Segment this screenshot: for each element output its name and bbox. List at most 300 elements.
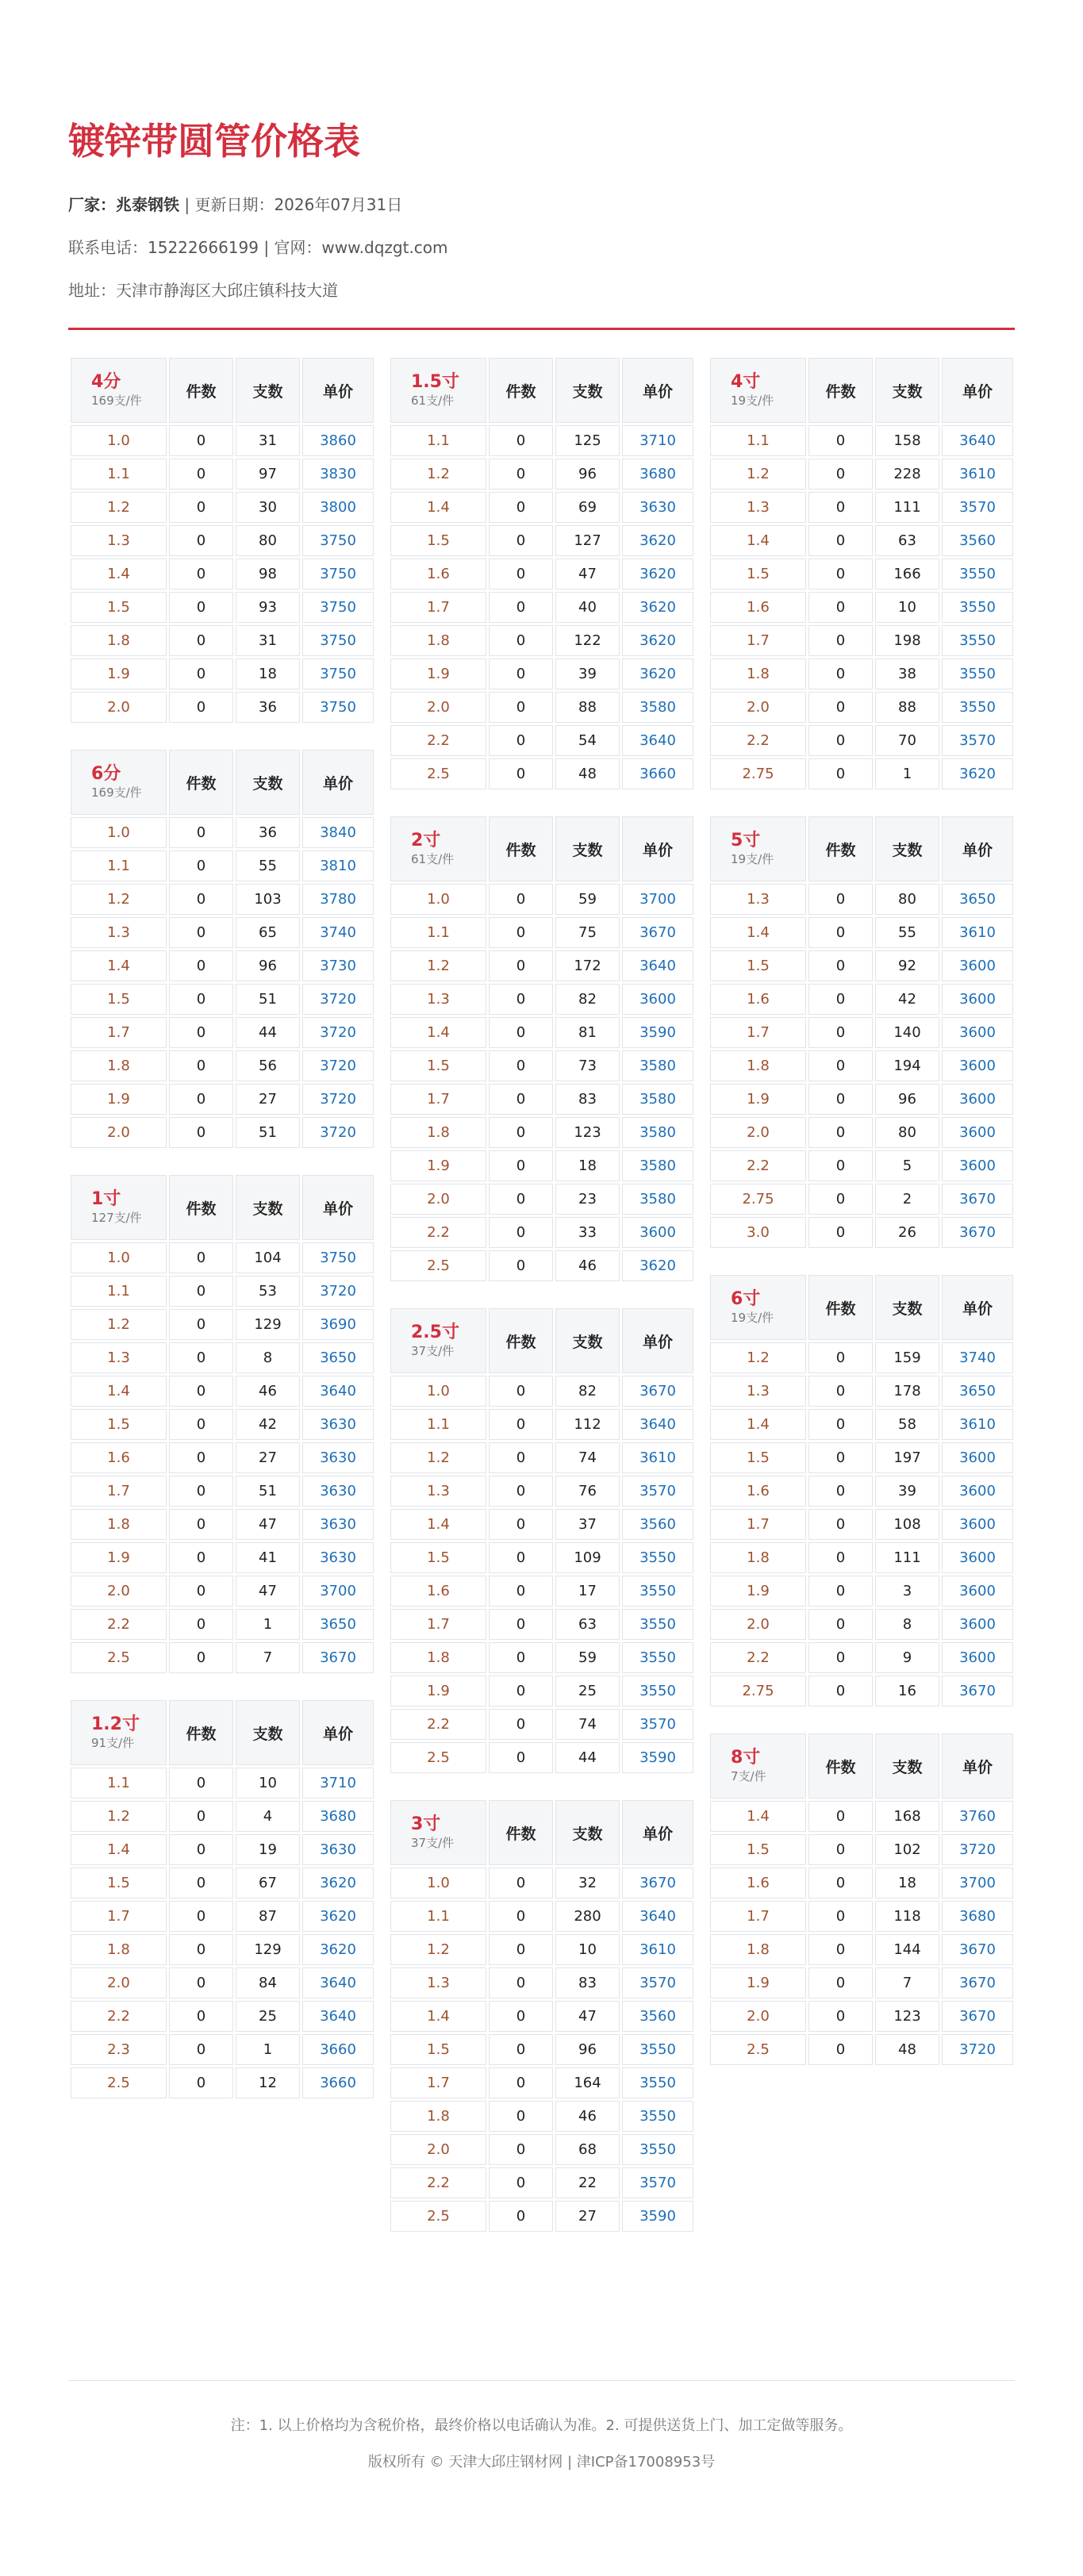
price-cell: 3720 xyxy=(301,1116,375,1150)
pieces-cell: 123 xyxy=(874,2000,941,2033)
table-row xyxy=(390,1675,695,1708)
thickness-cell: 1.9 xyxy=(390,1150,488,1183)
thickness-cell: 2.75 xyxy=(709,1183,808,1216)
table-row xyxy=(70,1083,375,1116)
pieces-cell: 159 xyxy=(874,1342,941,1375)
price-table xyxy=(388,355,696,792)
thickness-cell: 1.8 xyxy=(70,1508,168,1541)
table-row xyxy=(390,558,695,591)
pieces-cell: 47 xyxy=(235,1575,301,1608)
price-cell: 3600 xyxy=(941,950,1015,983)
count-cell: 0 xyxy=(808,624,874,658)
count-cell: 0 xyxy=(808,524,874,558)
count-cell: 0 xyxy=(808,458,874,491)
thickness-cell: 1.4 xyxy=(70,950,168,983)
thickness-cell: 1.8 xyxy=(70,624,168,658)
pieces-cell: 118 xyxy=(874,1900,941,1933)
price-cell: 3640 xyxy=(621,724,695,758)
price-cell: 3550 xyxy=(621,2033,695,2067)
pieces-cell: 39 xyxy=(874,1475,941,1508)
table-row xyxy=(390,2033,695,2067)
count-cell: 0 xyxy=(808,2000,874,2033)
pieces-cell: 1 xyxy=(235,2033,301,2067)
count-header: 件数 xyxy=(808,816,874,883)
pieces-header: 支数 xyxy=(555,816,621,883)
thickness-cell: 2.2 xyxy=(390,1708,488,1741)
pieces-cell: 51 xyxy=(235,983,301,1016)
pieces-cell: 25 xyxy=(235,2000,301,2033)
count-header: 件数 xyxy=(808,357,874,424)
pieces-cell: 96 xyxy=(874,1083,941,1116)
pieces-cell: 31 xyxy=(235,424,301,458)
thickness-cell: 1.7 xyxy=(709,1016,808,1050)
count-cell: 0 xyxy=(488,1641,555,1675)
table-row xyxy=(390,1250,695,1283)
price-cell: 3580 xyxy=(621,1083,695,1116)
table-row xyxy=(70,1442,375,1475)
price-cell: 3600 xyxy=(941,1150,1015,1183)
table-row xyxy=(709,1375,1015,1408)
price-cell: 3630 xyxy=(301,1442,375,1475)
price-cell: 3700 xyxy=(301,1575,375,1608)
price-cell: 3670 xyxy=(941,1216,1015,1250)
pieces-cell: 30 xyxy=(235,491,301,524)
price-cell: 3670 xyxy=(301,1641,375,1675)
count-cell: 0 xyxy=(808,658,874,691)
pieces-cell: 17 xyxy=(555,1575,621,1608)
table-row xyxy=(70,2067,375,2100)
price-cell: 3640 xyxy=(301,1375,375,1408)
thickness-cell: 1.2 xyxy=(390,1442,488,1475)
count-cell: 0 xyxy=(808,1900,874,1933)
price-cell: 3740 xyxy=(301,916,375,950)
thickness-cell: 2.5 xyxy=(390,2200,488,2233)
price-cell: 3670 xyxy=(621,916,695,950)
price-cell: 3670 xyxy=(941,1183,1015,1216)
thickness-cell: 1.4 xyxy=(70,1375,168,1408)
table-row xyxy=(70,1375,375,1408)
price-cell: 3760 xyxy=(941,1800,1015,1833)
thickness-cell: 1.5 xyxy=(390,2033,488,2067)
pieces-cell: 36 xyxy=(235,816,301,850)
thickness-cell: 1.8 xyxy=(70,1050,168,1083)
thickness-cell: 2.5 xyxy=(70,1641,168,1675)
table-row xyxy=(70,2000,375,2033)
pieces-cell: 92 xyxy=(874,950,941,983)
table-row xyxy=(70,1575,375,1608)
table-row xyxy=(70,1408,375,1442)
table-row xyxy=(390,1575,695,1608)
price-header: 单价 xyxy=(621,816,695,883)
price-cell: 3670 xyxy=(621,1375,695,1408)
table-header-row xyxy=(390,1799,695,1867)
table-row xyxy=(390,424,695,458)
price-cell: 3860 xyxy=(301,424,375,458)
pieces-cell: 75 xyxy=(555,916,621,950)
pieces-cell: 39 xyxy=(555,658,621,691)
thickness-cell: 1.2 xyxy=(709,458,808,491)
count-cell: 0 xyxy=(168,2067,235,2100)
count-cell: 0 xyxy=(168,1800,235,1833)
pieces-cell: 55 xyxy=(874,916,941,950)
count-cell: 0 xyxy=(488,1442,555,1475)
pieces-cell: 69 xyxy=(555,491,621,524)
table-row xyxy=(709,491,1015,524)
pieces-header: 支数 xyxy=(874,1733,941,1800)
count-cell: 0 xyxy=(168,1867,235,1900)
count-cell: 0 xyxy=(488,724,555,758)
manufacturer-label: 厂家： xyxy=(68,195,116,214)
price-cell: 3610 xyxy=(941,1408,1015,1442)
price-cell: 3620 xyxy=(301,1867,375,1900)
count-cell: 0 xyxy=(808,983,874,1016)
size-label xyxy=(70,1699,168,1767)
pieces-cell: 59 xyxy=(555,1641,621,1675)
thickness-cell: 1.4 xyxy=(709,916,808,950)
price-cell: 3710 xyxy=(621,424,695,458)
table-row xyxy=(390,1216,695,1250)
table-row xyxy=(390,1050,695,1083)
price-cell: 3650 xyxy=(301,1608,375,1641)
thickness-cell: 1.3 xyxy=(70,1342,168,1375)
count-cell: 0 xyxy=(488,983,555,1016)
pieces-cell: 44 xyxy=(555,1741,621,1775)
table-row xyxy=(390,1016,695,1050)
size-label xyxy=(390,816,488,883)
pieces-cell: 198 xyxy=(874,624,941,658)
price-cell: 3550 xyxy=(941,558,1015,591)
table-row xyxy=(709,1575,1015,1608)
table-row xyxy=(70,424,375,458)
table-row xyxy=(70,1275,375,1308)
count-cell: 0 xyxy=(488,1116,555,1150)
table-row xyxy=(709,916,1015,950)
count-cell: 0 xyxy=(488,591,555,624)
count-cell: 0 xyxy=(488,458,555,491)
table-row xyxy=(70,1900,375,1933)
pieces-header: 支数 xyxy=(235,749,301,816)
pieces-cell: 25 xyxy=(555,1675,621,1708)
table-header-row xyxy=(709,816,1015,883)
price-cell: 3600 xyxy=(941,1050,1015,1083)
price-cell: 3640 xyxy=(301,1967,375,2000)
pieces-cell: 63 xyxy=(555,1608,621,1641)
table-header-row xyxy=(390,357,695,424)
count-cell: 0 xyxy=(488,1508,555,1541)
thickness-cell: 1.3 xyxy=(709,491,808,524)
price-cell: 3600 xyxy=(941,1541,1015,1575)
price-header: 单价 xyxy=(301,749,375,816)
table-row xyxy=(390,1641,695,1675)
price-cell: 3550 xyxy=(621,2100,695,2133)
table-row xyxy=(709,1967,1015,2000)
pieces-cell: 84 xyxy=(235,1967,301,2000)
size-label xyxy=(709,1733,808,1800)
price-cell: 3720 xyxy=(301,1016,375,1050)
table-row xyxy=(709,950,1015,983)
thickness-cell: 1.5 xyxy=(709,1833,808,1867)
price-cell: 3570 xyxy=(621,1475,695,1508)
pieces-per-bundle: 37支/件 xyxy=(411,1836,455,1850)
pieces-cell: 56 xyxy=(235,1050,301,1083)
thickness-cell: 2.5 xyxy=(709,2033,808,2067)
count-cell: 0 xyxy=(808,1183,874,1216)
thickness-cell: 2.0 xyxy=(709,691,808,724)
price-cell: 3750 xyxy=(301,658,375,691)
count-cell: 0 xyxy=(168,624,235,658)
thickness-cell: 2.2 xyxy=(70,2000,168,2033)
count-cell: 0 xyxy=(808,491,874,524)
thickness-cell: 1.4 xyxy=(709,524,808,558)
table-row xyxy=(390,1116,695,1150)
size-name: 1寸 xyxy=(91,1189,121,1209)
table-row xyxy=(390,724,695,758)
table-row xyxy=(70,1833,375,1867)
table-row xyxy=(390,658,695,691)
price-cell: 3630 xyxy=(301,1508,375,1541)
count-cell: 0 xyxy=(168,1608,235,1641)
price-cell: 3710 xyxy=(301,1767,375,1800)
pieces-cell: 42 xyxy=(874,983,941,1016)
pieces-header: 支数 xyxy=(235,1699,301,1767)
thickness-cell: 2.5 xyxy=(390,758,488,791)
price-cell: 3650 xyxy=(941,883,1015,916)
price-cell: 3580 xyxy=(621,1150,695,1183)
count-cell: 0 xyxy=(488,1608,555,1641)
count-cell: 0 xyxy=(488,1216,555,1250)
size-label xyxy=(709,1274,808,1342)
price-cell: 3630 xyxy=(301,1408,375,1442)
count-cell: 0 xyxy=(488,1016,555,1050)
price-cell: 3620 xyxy=(621,624,695,658)
table-row xyxy=(70,1867,375,1900)
price-table xyxy=(708,355,1016,792)
table-header-row xyxy=(390,816,695,883)
pieces-cell: 4 xyxy=(235,1800,301,1833)
price-cell: 3600 xyxy=(941,983,1015,1016)
thickness-cell: 1.5 xyxy=(70,983,168,1016)
price-cell: 3630 xyxy=(301,1541,375,1575)
thickness-cell: 1.3 xyxy=(390,983,488,1016)
count-cell: 0 xyxy=(808,1933,874,1967)
price-cell: 3570 xyxy=(941,491,1015,524)
pieces-cell: 122 xyxy=(555,624,621,658)
count-header: 件数 xyxy=(168,357,235,424)
count-cell: 0 xyxy=(168,1967,235,2000)
count-cell: 0 xyxy=(808,1867,874,1900)
price-table xyxy=(68,1698,376,2101)
price-cell: 3610 xyxy=(941,916,1015,950)
size-label xyxy=(70,749,168,816)
table-row xyxy=(390,758,695,791)
count-cell: 0 xyxy=(168,1342,235,1375)
pieces-header: 支数 xyxy=(874,1274,941,1342)
count-cell: 0 xyxy=(168,983,235,1016)
price-cell: 3620 xyxy=(621,591,695,624)
price-header: 单价 xyxy=(941,357,1015,424)
pieces-cell: 109 xyxy=(555,1541,621,1575)
table-row xyxy=(709,1408,1015,1442)
table-row xyxy=(709,458,1015,491)
table-row xyxy=(709,758,1015,791)
price-cell: 3550 xyxy=(621,1575,695,1608)
table-row xyxy=(390,2133,695,2167)
pieces-cell: 8 xyxy=(874,1608,941,1641)
price-cell: 3670 xyxy=(621,1867,695,1900)
column-1 xyxy=(68,355,375,2123)
table-row xyxy=(709,1675,1015,1708)
thickness-cell: 2.75 xyxy=(709,758,808,791)
price-cell: 3590 xyxy=(621,1741,695,1775)
count-cell: 0 xyxy=(488,1867,555,1900)
price-cell: 3670 xyxy=(941,2000,1015,2033)
pieces-header: 支数 xyxy=(555,1307,621,1375)
count-cell: 0 xyxy=(808,916,874,950)
table-row xyxy=(70,624,375,658)
thickness-cell: 1.7 xyxy=(709,1508,808,1541)
count-cell: 0 xyxy=(808,1675,874,1708)
thickness-cell: 1.7 xyxy=(70,1475,168,1508)
table-row xyxy=(390,1083,695,1116)
price-cell: 3690 xyxy=(301,1308,375,1342)
price-header: 单价 xyxy=(621,357,695,424)
thickness-cell: 1.2 xyxy=(390,950,488,983)
count-cell: 0 xyxy=(808,883,874,916)
price-cell: 3620 xyxy=(621,658,695,691)
column-2 xyxy=(388,355,695,2256)
thickness-cell: 1.4 xyxy=(709,1800,808,1833)
thickness-cell: 2.0 xyxy=(390,691,488,724)
table-row xyxy=(70,1641,375,1675)
table-row xyxy=(390,524,695,558)
thickness-cell: 1.1 xyxy=(390,1408,488,1442)
thickness-cell: 3.0 xyxy=(709,1216,808,1250)
count-cell: 0 xyxy=(488,1575,555,1608)
table-header-row xyxy=(709,1733,1015,1800)
thickness-cell: 1.1 xyxy=(709,424,808,458)
price-cell: 3680 xyxy=(621,458,695,491)
size-label xyxy=(390,357,488,424)
count-cell: 0 xyxy=(808,1016,874,1050)
table-row xyxy=(709,1050,1015,1083)
thickness-cell: 1.8 xyxy=(390,1641,488,1675)
count-cell: 0 xyxy=(168,424,235,458)
table-row xyxy=(709,1342,1015,1375)
thickness-cell: 1.9 xyxy=(709,1967,808,2000)
thickness-cell: 1.2 xyxy=(70,883,168,916)
table-row xyxy=(390,916,695,950)
price-cell: 3550 xyxy=(621,1641,695,1675)
size-name: 2寸 xyxy=(411,831,441,850)
count-cell: 0 xyxy=(488,1741,555,1775)
price-header: 单价 xyxy=(941,1274,1015,1342)
table-row xyxy=(709,1150,1015,1183)
table-row xyxy=(390,1967,695,2000)
pieces-per-bundle: 127支/件 xyxy=(91,1211,142,1225)
thickness-cell: 2.2 xyxy=(709,1150,808,1183)
pieces-per-bundle: 61支/件 xyxy=(411,852,455,866)
pieces-cell: 98 xyxy=(235,558,301,591)
pieces-cell: 127 xyxy=(555,524,621,558)
pieces-cell: 58 xyxy=(874,1408,941,1442)
table-row xyxy=(70,1800,375,1833)
pieces-cell: 12 xyxy=(235,2067,301,2100)
count-cell: 0 xyxy=(168,950,235,983)
count-cell: 0 xyxy=(488,916,555,950)
count-cell: 0 xyxy=(808,1800,874,1833)
table-row xyxy=(390,591,695,624)
thickness-cell: 1.1 xyxy=(70,850,168,883)
pieces-cell: 47 xyxy=(555,2000,621,2033)
thickness-cell: 1.1 xyxy=(70,1767,168,1800)
thickness-cell: 1.1 xyxy=(70,458,168,491)
price-cell: 3600 xyxy=(941,1641,1015,1675)
table-header-row xyxy=(70,1174,375,1242)
size-name: 4寸 xyxy=(731,372,761,392)
price-cell: 3550 xyxy=(621,1608,695,1641)
price-cell: 3680 xyxy=(941,1900,1015,1933)
table-row xyxy=(709,883,1015,916)
table-row xyxy=(709,1183,1015,1216)
price-cell: 3750 xyxy=(301,624,375,658)
thickness-cell: 2.0 xyxy=(709,1116,808,1150)
count-header: 件数 xyxy=(808,1733,874,1800)
table-row xyxy=(709,424,1015,458)
count-cell: 0 xyxy=(808,1216,874,1250)
pieces-cell: 26 xyxy=(874,1216,941,1250)
pieces-cell: 70 xyxy=(874,724,941,758)
thickness-cell: 2.2 xyxy=(390,2167,488,2200)
count-cell: 0 xyxy=(488,1541,555,1575)
count-cell: 0 xyxy=(488,1408,555,1442)
table-row xyxy=(390,883,695,916)
table-row xyxy=(70,1242,375,1275)
pieces-cell: 9 xyxy=(874,1641,941,1675)
count-header: 件数 xyxy=(168,749,235,816)
price-cell: 3830 xyxy=(301,458,375,491)
pieces-cell: 23 xyxy=(555,1183,621,1216)
price-cell: 3600 xyxy=(941,1475,1015,1508)
thickness-cell: 1.9 xyxy=(390,658,488,691)
pieces-cell: 82 xyxy=(555,983,621,1016)
thickness-cell: 1.0 xyxy=(390,1375,488,1408)
count-cell: 0 xyxy=(808,1150,874,1183)
pieces-cell: 83 xyxy=(555,1083,621,1116)
thickness-cell: 1.8 xyxy=(390,624,488,658)
price-cell: 3620 xyxy=(621,558,695,591)
pieces-per-bundle: 19支/件 xyxy=(731,394,774,408)
pieces-cell: 104 xyxy=(235,1242,301,1275)
pieces-cell: 32 xyxy=(555,1867,621,1900)
pieces-cell: 111 xyxy=(874,1541,941,1575)
thickness-cell: 1.2 xyxy=(70,491,168,524)
table-row xyxy=(390,2167,695,2200)
contact-line: 联系电话：15222666199 | 官网：www.dqzgt.com xyxy=(68,238,448,257)
table-row xyxy=(390,1408,695,1442)
pieces-cell: 80 xyxy=(874,1116,941,1150)
count-cell: 0 xyxy=(168,883,235,916)
table-row xyxy=(390,1475,695,1508)
pieces-cell: 42 xyxy=(235,1408,301,1442)
table-row xyxy=(709,1016,1015,1050)
count-cell: 0 xyxy=(488,1475,555,1508)
table-row xyxy=(709,2000,1015,2033)
count-cell: 0 xyxy=(488,2067,555,2100)
table-row xyxy=(709,1508,1015,1541)
table-row xyxy=(70,658,375,691)
table-row xyxy=(709,624,1015,658)
table-row xyxy=(70,950,375,983)
